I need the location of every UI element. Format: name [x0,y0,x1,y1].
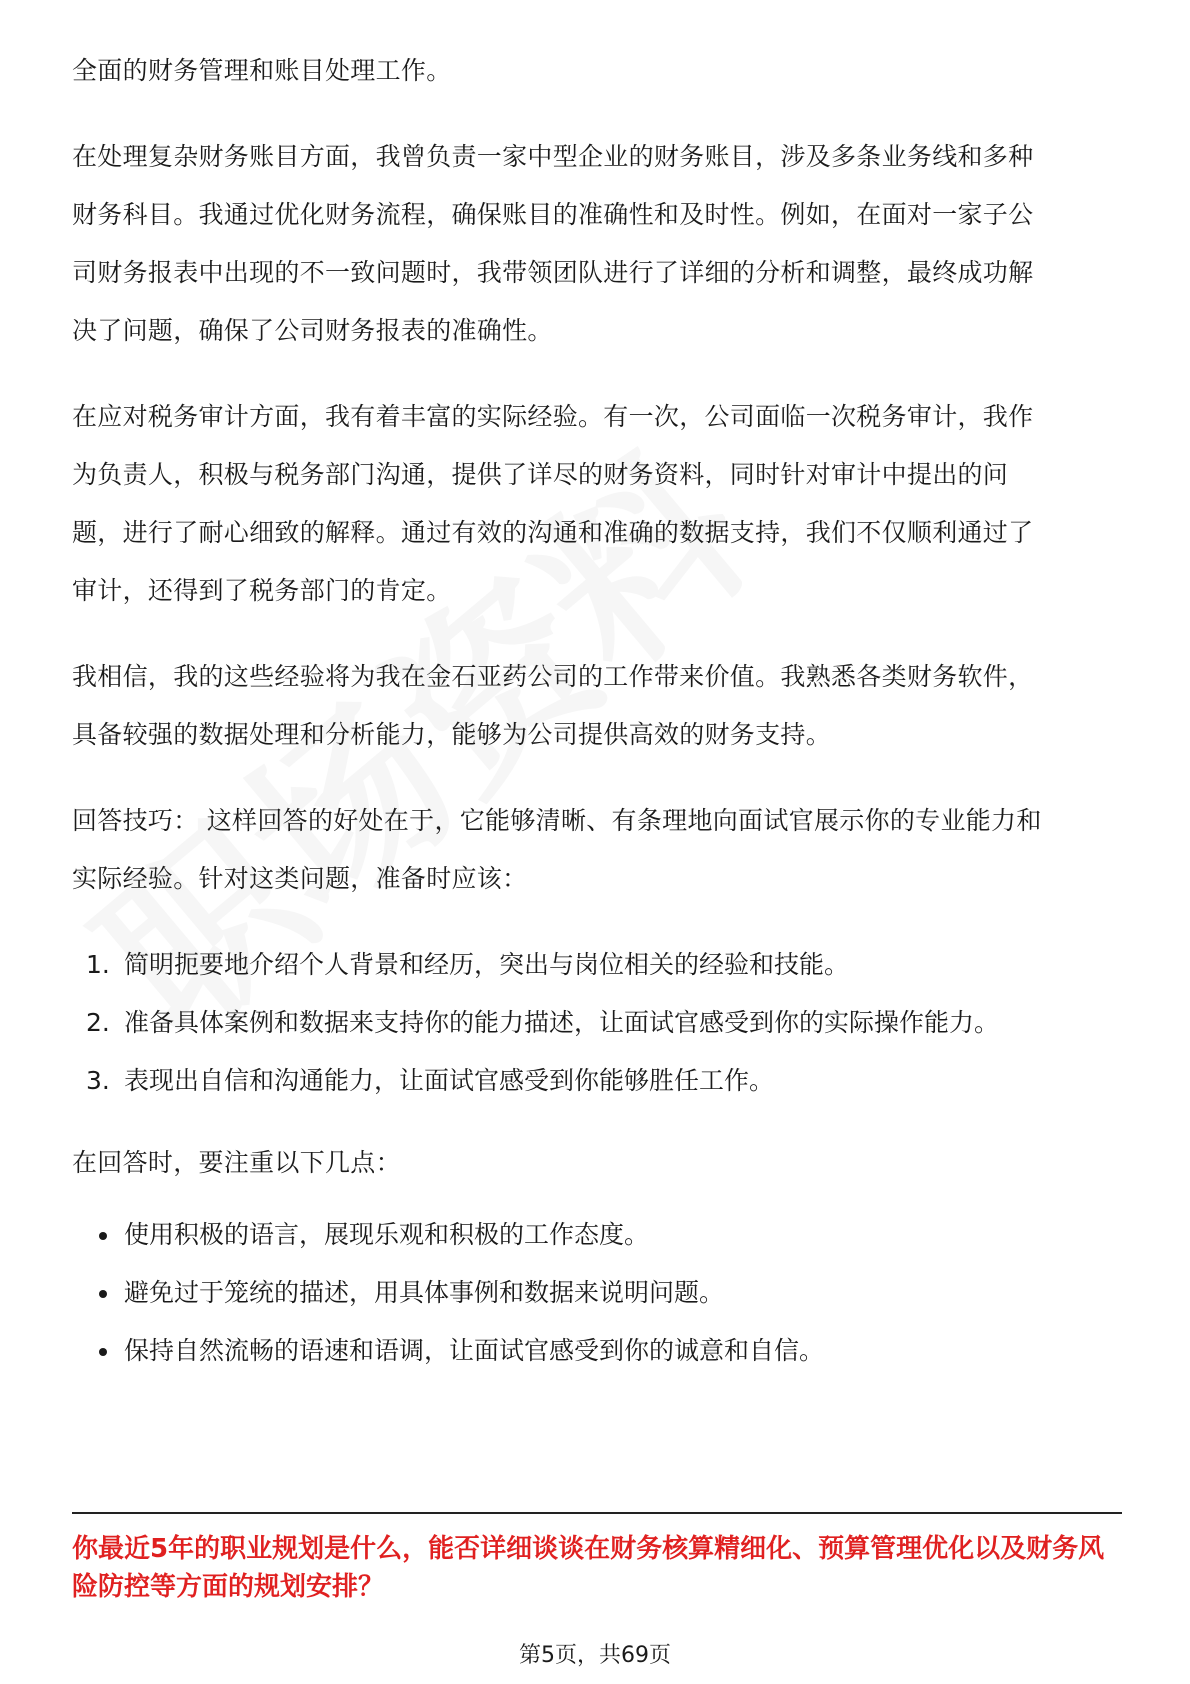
section-divider [72,1512,1122,1514]
document-body [72,42,1122,1380]
page-number: 第5页，共69页 [519,1643,671,1668]
bullet-icon [99,1290,107,1298]
paragraph-answer-tips: 回答技巧： 这样回答的好处在于，它能够清晰、有条理地向面试官展示你的专业能力和实际经验。针对这类问题，准备时应该： [72,806,1042,893]
next-question-heading: 你最近5年的职业规划是什么，能否详细谈谈在财务核算精细化、预算管理优化以及财务风险防控等方面的规划安排？ [72,1534,1105,1602]
paragraph-intro-tail: 全面的财务管理和账目处理工作。 [72,56,452,85]
bullet-icon [99,1348,107,1356]
list-item-text: 使用积极的语言，展现乐观和积极的工作态度。 [124,1220,650,1249]
list-item [72,1264,1122,1322]
list-number: 1. [86,950,110,979]
list-item-text: 表现出自信和沟通能力，让面试官感受到你能够胜任工作。 [124,1066,775,1095]
bullet-icon [99,1232,107,1240]
paragraph-conclusion: 我相信，我的这些经验将为我在金石亚药公司的工作带来价值。我熟悉各类财务软件，具备较强的数据处理和分析能力，能够为公司提供高效的财务支持。 [72,662,1034,749]
list-item [72,994,1024,1052]
list-item-text: 准备具体案例和数据来支持你的能力描述，让面试官感受到你的实际操作能力。 [124,1008,1000,1037]
list-item [72,1052,1122,1110]
points-intro: 在回答时，要注重以下几点： [72,1148,401,1177]
paragraph-tax-audit: 在应对税务审计方面，我有着丰富的实际经验。有一次，公司面临一次税务审计，我作为负责人，积极与税务部门沟通，提供了详尽的财务资料，同时针对审计中提出的问题，进行了耐心细致的解释。通过有效的沟通和准确的数据支持，我们不仅顺利通过了审计，还得到了税务部门的肯定。 [72,402,1034,605]
paragraph-complex-accounts: 在处理复杂财务账目方面，我曾负责一家中型企业的财务账目，涉及多条业务线和多种财务科目。我通过优化财务流程，确保账目的准确性和及时性。例如，在面对一家子公司财务报表中出现的不一致问题时，我带领团队进行了详细的分析和调整，最终成功解决了问题，确保了公司财务报表的准确性。 [72,142,1034,345]
list-number: 3. [86,1066,110,1095]
list-item [72,1322,1122,1380]
tips-list [72,936,1122,1110]
list-item-text: 保持自然流畅的语速和语调，让面试官感受到你的诚意和自信。 [124,1336,825,1365]
list-item-text: 简明扼要地介绍个人背景和经历，突出与岗位相关的经验和技能。 [124,950,850,979]
list-item [72,1206,1122,1264]
list-item-text: 避免过于笼统的描述，用具体事例和数据来说明问题。 [124,1278,725,1307]
points-list [72,1206,1122,1380]
list-number: 2. [86,1008,110,1037]
list-item [72,936,1122,994]
